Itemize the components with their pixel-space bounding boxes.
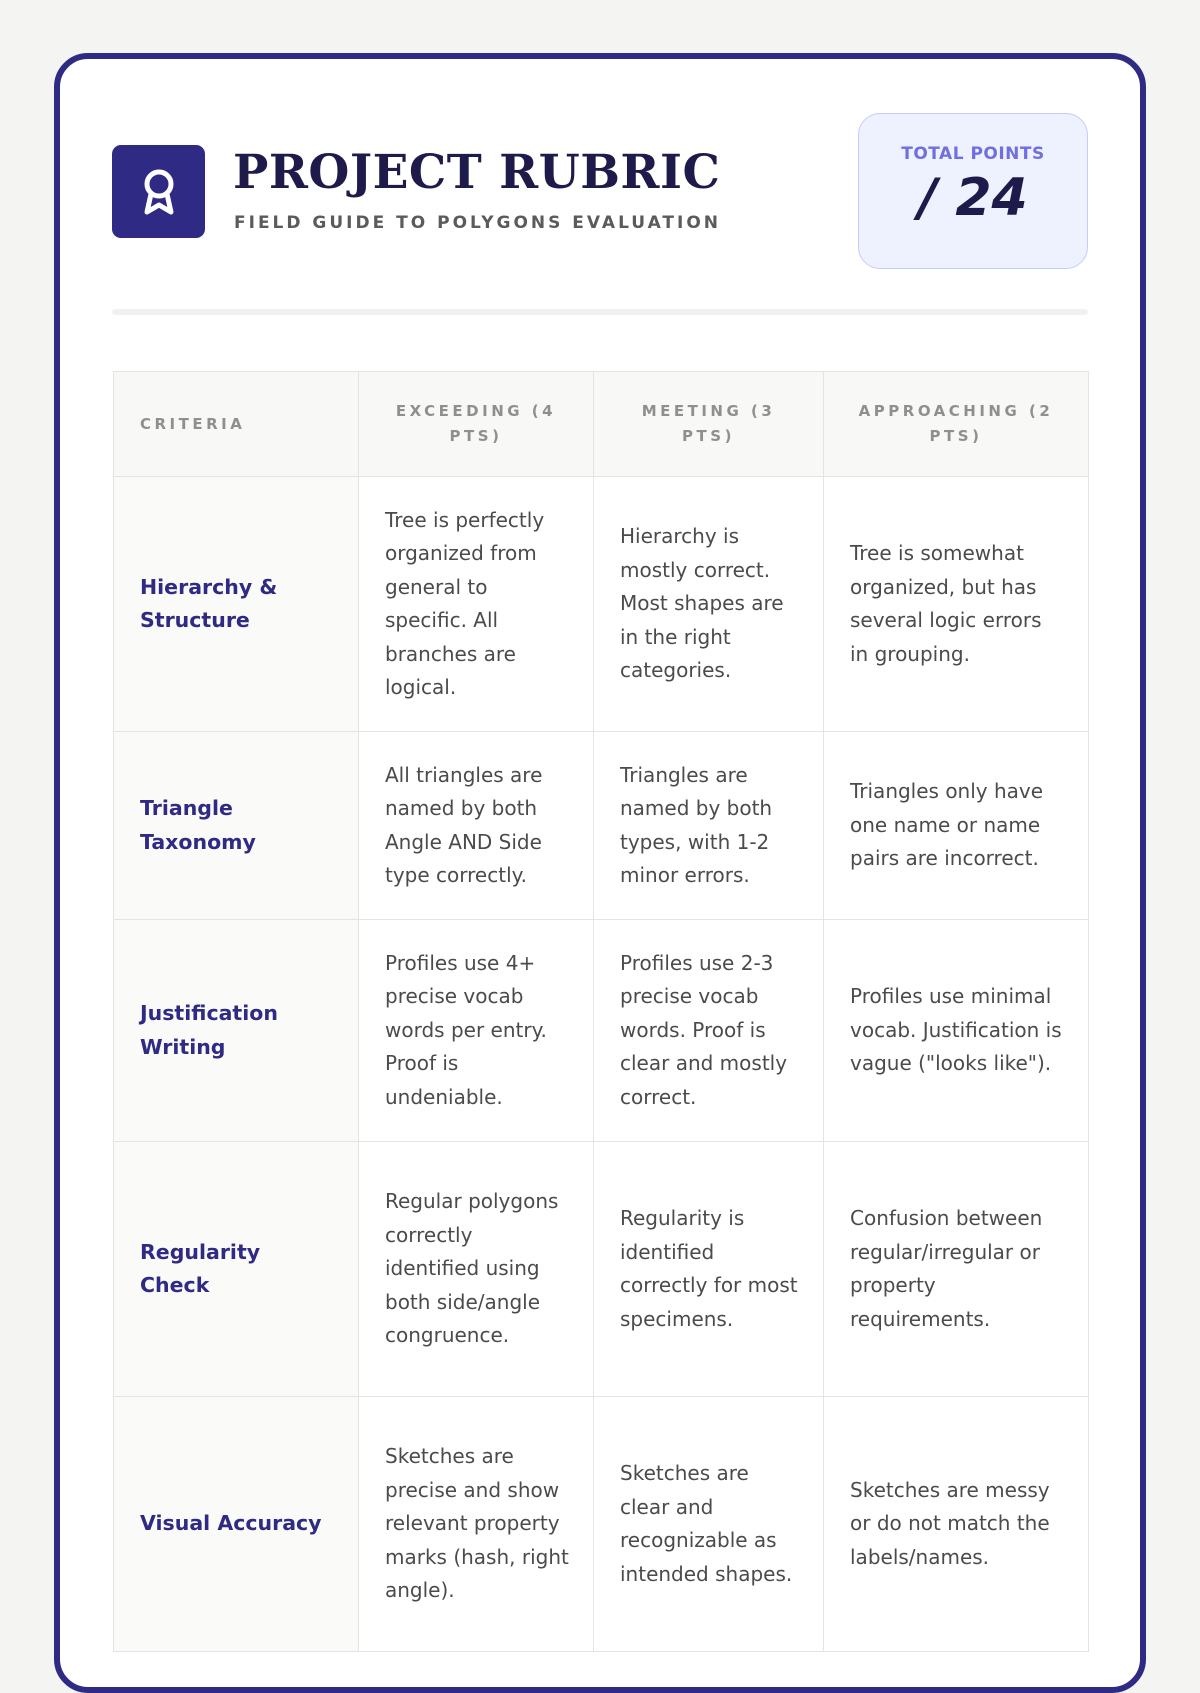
criteria-cell: Triangle Taxonomy	[114, 732, 359, 920]
header-exceeding: EXCEEDING (4 PTS)	[359, 372, 594, 477]
header-criteria: CRITERIA	[114, 372, 359, 477]
table-row	[114, 477, 1089, 732]
criteria-cell: Justification Writing	[114, 920, 359, 1142]
criteria-cell: Visual Accuracy	[114, 1397, 359, 1652]
approaching-cell: Tree is somewhat organized, but has several logic errors in grouping.	[824, 477, 1089, 732]
criteria-cell: Hierarchy & Structure	[114, 477, 359, 732]
total-points-value: / 24	[918, 168, 1028, 228]
table-row	[114, 1142, 1089, 1397]
total-points-box	[858, 113, 1088, 269]
table-row	[114, 920, 1089, 1142]
approaching-cell: Profiles use minimal vocab. Justification is vague ("looks like").	[824, 920, 1089, 1142]
meeting-cell: Hierarchy is mostly correct. Most shapes are in the right categories.	[594, 477, 824, 732]
page-title: PROJECT RUBRIC	[233, 145, 721, 200]
header-approaching: APPROACHING (2 PTS)	[824, 372, 1089, 477]
table-row	[114, 1397, 1089, 1652]
exceeding-cell: All triangles are named by both Angle AND Side type correctly.	[359, 732, 594, 920]
total-points-label: TOTAL POINTS	[901, 144, 1045, 164]
header-meeting: MEETING (3 PTS)	[594, 372, 824, 477]
exceeding-cell: Regular polygons correctly identified using both side/angle congruence.	[359, 1142, 594, 1397]
award-ribbon-icon	[139, 167, 179, 217]
page-subtitle: FIELD GUIDE TO POLYGONS EVALUATION	[234, 213, 722, 233]
approaching-cell: Sketches are messy or do not match the labels/names.	[824, 1397, 1089, 1652]
meeting-cell: Regularity is identified correctly for most specimens.	[594, 1142, 824, 1397]
exceeding-cell: Tree is perfectly organized from general to specific. All branches are logical.	[359, 477, 594, 732]
meeting-cell: Profiles use 2-3 precise vocab words. Proof is clear and mostly correct.	[594, 920, 824, 1142]
rubric-table	[113, 371, 1089, 1652]
meeting-cell: Sketches are clear and recognizable as intended shapes.	[594, 1397, 824, 1652]
meeting-cell: Triangles are named by both types, with 1-2 minor errors.	[594, 732, 824, 920]
approaching-cell: Triangles only have one name or name pairs are incorrect.	[824, 732, 1089, 920]
table-header-row	[114, 372, 1089, 477]
exceeding-cell: Profiles use 4+ precise vocab words per entry. Proof is undeniable.	[359, 920, 594, 1142]
rubric-header	[112, 113, 1088, 273]
exceeding-cell: Sketches are precise and show relevant property marks (hash, right angle).	[359, 1397, 594, 1652]
approaching-cell: Confusion between regular/irregular or property requirements.	[824, 1142, 1089, 1397]
criteria-cell: Regularity Check	[114, 1142, 359, 1397]
table-row	[114, 732, 1089, 920]
logo-badge	[112, 145, 205, 238]
header-divider	[112, 309, 1088, 315]
